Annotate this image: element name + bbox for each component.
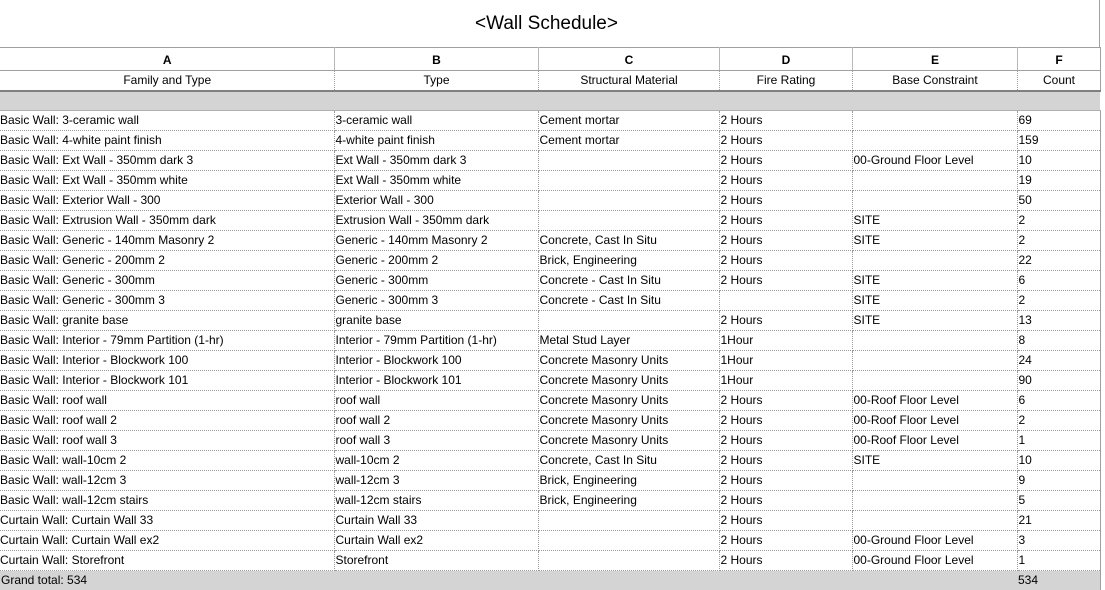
table-cell[interactable]: wall-12cm stairs (334, 491, 538, 511)
table-cell[interactable]: Generic - 300mm 3 (334, 291, 538, 311)
table-cell[interactable]: 2 Hours (719, 491, 852, 511)
table-cell[interactable] (538, 511, 719, 531)
table-cell[interactable]: Basic Wall: Interior - Blockwork 101 (0, 371, 334, 391)
table-cell[interactable] (852, 251, 1017, 271)
table-row[interactable] (0, 551, 1100, 571)
table-row[interactable] (0, 231, 1100, 251)
table-cell[interactable]: 2 Hours (719, 251, 852, 271)
table-cell[interactable]: 2 (1017, 411, 1100, 431)
table-cell[interactable] (852, 471, 1017, 491)
table-cell[interactable]: 21 (1017, 511, 1100, 531)
table-cell[interactable]: 2 Hours (719, 311, 852, 331)
table-cell[interactable]: Basic Wall: roof wall 3 (0, 431, 334, 451)
title-right-edge (1099, 0, 1100, 47)
table-cell[interactable]: 13 (1017, 311, 1100, 331)
table-cell[interactable]: Interior - Blockwork 100 (334, 351, 538, 371)
table-cell[interactable]: Curtain Wall ex2 (334, 531, 538, 551)
gap-cell (538, 91, 719, 111)
table-cell[interactable]: 1 (1017, 551, 1100, 571)
table-cell[interactable] (719, 291, 852, 311)
gap-cell (0, 91, 334, 111)
table-cell[interactable]: Basic Wall: wall-12cm 3 (0, 471, 334, 491)
table-cell[interactable]: 00-Ground Floor Level (852, 151, 1017, 171)
table-cell[interactable]: wall-12cm 3 (334, 471, 538, 491)
table-cell[interactable]: Interior - 79mm Partition (1-hr) (334, 331, 538, 351)
table-cell[interactable]: Concrete, Cast In Situ (538, 231, 719, 251)
table-cell[interactable]: Brick, Engineering (538, 491, 719, 511)
column-header[interactable]: Structural Material (538, 71, 719, 92)
table-cell[interactable] (538, 171, 719, 191)
table-cell[interactable]: 10 (1017, 151, 1100, 171)
table-row[interactable] (0, 251, 1100, 271)
table-cell[interactable]: 2 (1017, 231, 1100, 251)
table-cell[interactable] (538, 191, 719, 211)
schedule-table (0, 47, 1101, 590)
table-cell[interactable]: roof wall 3 (334, 431, 538, 451)
table-cell[interactable]: 2 Hours (719, 391, 852, 411)
table-cell[interactable]: 22 (1017, 251, 1100, 271)
table-cell[interactable]: 2 Hours (719, 411, 852, 431)
table-cell[interactable]: Interior - Blockwork 101 (334, 371, 538, 391)
table-cell[interactable]: 2 Hours (719, 231, 852, 251)
table-row[interactable] (0, 451, 1100, 471)
table-row[interactable] (0, 211, 1100, 231)
table-cell[interactable] (852, 331, 1017, 351)
table-cell[interactable]: 00-Roof Floor Level (852, 431, 1017, 451)
table-cell[interactable]: Basic Wall: Extrusion Wall - 350mm dark (0, 211, 334, 231)
gap-cell (1017, 91, 1100, 111)
table-cell[interactable]: 2 Hours (719, 531, 852, 551)
table-cell[interactable]: 2 Hours (719, 551, 852, 571)
table-cell[interactable]: 00-Roof Floor Level (852, 411, 1017, 431)
table-cell[interactable]: Ext Wall - 350mm dark 3 (334, 151, 538, 171)
gap-cell (334, 91, 538, 111)
table-row[interactable] (0, 391, 1100, 411)
table-row[interactable] (0, 511, 1100, 531)
table-cell[interactable]: Concrete Masonry Units (538, 371, 719, 391)
table-cell[interactable]: 1 (1017, 431, 1100, 451)
table-row[interactable] (0, 311, 1100, 331)
table-cell[interactable]: 2 (1017, 211, 1100, 231)
table-cell[interactable]: 2 Hours (719, 151, 852, 171)
table-cell[interactable] (852, 511, 1017, 531)
table-row[interactable] (0, 431, 1100, 451)
table-row[interactable] (0, 291, 1100, 311)
table-cell[interactable]: SITE (852, 291, 1017, 311)
table-cell[interactable]: 5 (1017, 491, 1100, 511)
table-cell[interactable]: 8 (1017, 331, 1100, 351)
table-cell[interactable]: wall-10cm 2 (334, 451, 538, 471)
column-header[interactable]: Type (334, 71, 538, 92)
table-row[interactable] (0, 471, 1100, 491)
table-cell[interactable] (538, 311, 719, 331)
table-row[interactable] (0, 331, 1100, 351)
gap-cell (852, 91, 1017, 111)
table-cell[interactable]: 2 Hours (719, 271, 852, 291)
table-cell[interactable]: SITE (852, 231, 1017, 251)
table-row[interactable] (0, 411, 1100, 431)
table-cell[interactable]: Exterior Wall - 300 (334, 191, 538, 211)
table-cell[interactable] (852, 371, 1017, 391)
table-cell[interactable]: 1Hour (719, 351, 852, 371)
gap-cell (719, 91, 852, 111)
table-cell[interactable]: 50 (1017, 191, 1100, 211)
table-cell[interactable] (852, 171, 1017, 191)
table-cell[interactable]: Storefront (334, 551, 538, 571)
table-cell[interactable]: Basic Wall: roof wall 2 (0, 411, 334, 431)
column-letter-b[interactable]: B (334, 48, 538, 71)
table-cell[interactable]: Concrete - Cast In Situ (538, 271, 719, 291)
table-cell[interactable]: 2 Hours (719, 191, 852, 211)
table-cell[interactable]: 159 (1017, 131, 1100, 151)
table-row[interactable] (0, 131, 1100, 151)
table-cell[interactable]: granite base (334, 311, 538, 331)
table-cell[interactable]: Curtain Wall: Curtain Wall 33 (0, 511, 334, 531)
table-cell[interactable]: Basic Wall: Interior - Blockwork 100 (0, 351, 334, 371)
table-cell[interactable]: Curtain Wall: Storefront (0, 551, 334, 571)
table-cell[interactable]: 90 (1017, 371, 1100, 391)
column-header[interactable]: Base Constraint (852, 71, 1017, 92)
column-header[interactable]: Family and Type (0, 71, 334, 92)
table-cell[interactable]: Brick, Engineering (538, 471, 719, 491)
table-cell[interactable]: 6 (1017, 271, 1100, 291)
table-cell[interactable]: 3 (1017, 531, 1100, 551)
table-cell[interactable]: Basic Wall: Ext Wall - 350mm dark 3 (0, 151, 334, 171)
table-cell[interactable]: Basic Wall: roof wall (0, 391, 334, 411)
column-headers-row (0, 71, 1100, 92)
table-cell[interactable]: Basic Wall: Ext Wall - 350mm white (0, 171, 334, 191)
table-cell[interactable]: Basic Wall: Generic - 200mm 2 (0, 251, 334, 271)
table-cell[interactable]: Cement mortar (538, 111, 719, 131)
table-cell[interactable]: Generic - 300mm (334, 271, 538, 291)
table-cell[interactable]: Concrete Masonry Units (538, 391, 719, 411)
table-row[interactable] (0, 271, 1100, 291)
table-cell[interactable]: 2 Hours (719, 211, 852, 231)
table-cell[interactable]: Basic Wall: Generic - 300mm (0, 271, 334, 291)
table-row[interactable] (0, 171, 1100, 191)
table-cell[interactable] (538, 211, 719, 231)
table-cell[interactable]: Brick, Engineering (538, 251, 719, 271)
table-cell[interactable]: 9 (1017, 471, 1100, 491)
table-cell[interactable]: Metal Stud Layer (538, 331, 719, 351)
table-cell[interactable]: Concrete Masonry Units (538, 411, 719, 431)
table-cell[interactable]: Generic - 140mm Masonry 2 (334, 231, 538, 251)
column-letter-d[interactable]: D (719, 48, 852, 71)
table-cell[interactable] (852, 351, 1017, 371)
table-cell[interactable]: 2 Hours (719, 131, 852, 151)
table-cell[interactable]: 2 Hours (719, 431, 852, 451)
table-cell[interactable]: Ext Wall - 350mm white (334, 171, 538, 191)
table-cell[interactable]: Basic Wall: Interior - 79mm Partition (1-hr) (0, 331, 334, 351)
table-cell[interactable]: 2 Hours (719, 471, 852, 491)
table-cell[interactable]: 10 (1017, 451, 1100, 471)
table-cell[interactable]: Basic Wall: granite base (0, 311, 334, 331)
table-cell[interactable]: Concrete Masonry Units (538, 351, 719, 371)
table-cell[interactable]: SITE (852, 451, 1017, 471)
table-cell[interactable]: Basic Wall: Exterior Wall - 300 (0, 191, 334, 211)
table-cell[interactable]: Cement mortar (538, 131, 719, 151)
table-cell[interactable]: 00-Ground Floor Level (852, 551, 1017, 571)
table-cell[interactable]: Curtain Wall 33 (334, 511, 538, 531)
table-row[interactable] (0, 151, 1100, 171)
column-header[interactable]: Count (1017, 71, 1100, 92)
table-cell[interactable] (852, 491, 1017, 511)
table-row[interactable] (0, 191, 1100, 211)
table-row[interactable] (0, 531, 1100, 551)
table-cell[interactable]: 2 Hours (719, 451, 852, 471)
column-letter-f[interactable]: F (1017, 48, 1100, 71)
table-cell[interactable]: 2 Hours (719, 511, 852, 531)
table-cell[interactable] (538, 531, 719, 551)
table-cell[interactable]: 2 Hours (719, 171, 852, 191)
table-cell[interactable] (852, 111, 1017, 131)
table-cell[interactable]: Basic Wall: 3-ceramic wall (0, 111, 334, 131)
table-cell[interactable]: Basic Wall: wall-10cm 2 (0, 451, 334, 471)
column-letter-e[interactable]: E (852, 48, 1017, 71)
table-cell[interactable]: 00-Ground Floor Level (852, 531, 1017, 551)
table-cell[interactable]: 4-white paint finish (334, 131, 538, 151)
header-gap-row (0, 91, 1100, 111)
table-row[interactable] (0, 491, 1100, 511)
table-cell[interactable]: Generic - 200mm 2 (334, 251, 538, 271)
grand-total-row (0, 571, 1100, 590)
table-cell[interactable] (852, 131, 1017, 151)
table-cell[interactable]: 00-Roof Floor Level (852, 391, 1017, 411)
schedule-body (0, 48, 1100, 590)
table-cell[interactable]: Basic Wall: 4-white paint finish (0, 131, 334, 151)
table-cell[interactable] (538, 551, 719, 571)
table-cell[interactable] (538, 151, 719, 171)
table-cell[interactable]: Concrete Masonry Units (538, 431, 719, 451)
table-row[interactable] (0, 371, 1100, 391)
schedule-title: <Wall Schedule> (475, 13, 618, 35)
table-cell[interactable]: 2 (1017, 291, 1100, 311)
column-letter-c[interactable]: C (538, 48, 719, 71)
table-cell[interactable]: roof wall (334, 391, 538, 411)
table-cell[interactable]: SITE (852, 271, 1017, 291)
table-cell[interactable]: Basic Wall: Generic - 300mm 3 (0, 291, 334, 311)
grand-total-label: Grand total: 534 (0, 571, 1017, 590)
table-cell[interactable]: SITE (852, 311, 1017, 331)
table-cell[interactable]: 19 (1017, 171, 1100, 191)
table-cell[interactable]: Basic Wall: wall-12cm stairs (0, 491, 334, 511)
table-cell[interactable]: Curtain Wall: Curtain Wall ex2 (0, 531, 334, 551)
table-cell[interactable]: 3-ceramic wall (334, 111, 538, 131)
table-cell[interactable]: 24 (1017, 351, 1100, 371)
grand-total-count: 534 (1017, 571, 1100, 590)
table-cell[interactable]: 69 (1017, 111, 1100, 131)
table-row[interactable] (0, 351, 1100, 371)
schedule-title-area (0, 0, 1105, 47)
table-cell[interactable]: Concrete - Cast In Situ (538, 291, 719, 311)
table-cell[interactable] (852, 191, 1017, 211)
table-row[interactable] (0, 111, 1100, 131)
table-cell[interactable]: Basic Wall: Generic - 140mm Masonry 2 (0, 231, 334, 251)
column-header[interactable]: Fire Rating (719, 71, 852, 92)
table-cell[interactable]: roof wall 2 (334, 411, 538, 431)
table-cell[interactable]: Extrusion Wall - 350mm dark (334, 211, 538, 231)
table-cell[interactable]: SITE (852, 211, 1017, 231)
column-letter-a[interactable]: A (0, 48, 334, 71)
table-cell[interactable]: 1Hour (719, 371, 852, 391)
table-cell[interactable]: 2 Hours (719, 111, 852, 131)
table-cell[interactable]: 6 (1017, 391, 1100, 411)
table-cell[interactable]: 1Hour (719, 331, 852, 351)
column-letters-row (0, 48, 1100, 71)
table-cell[interactable]: Concrete, Cast In Situ (538, 451, 719, 471)
